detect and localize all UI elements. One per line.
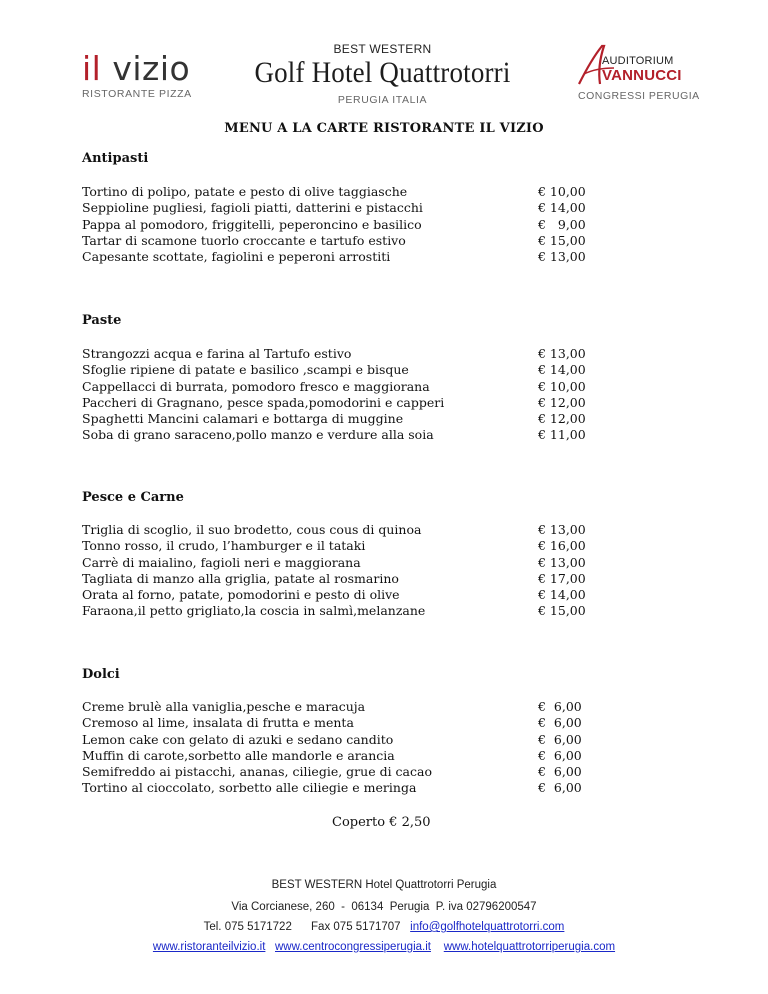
menu-item xyxy=(82,571,602,587)
dish-name: Triglia di scoglio, il suo brodetto, cous cous di quinoa xyxy=(82,522,422,537)
dish-name: Muffin di carote,sorbetto alle mandorle e arancia xyxy=(82,747,395,763)
dish-price: € 16,00 xyxy=(538,538,586,554)
menu-item xyxy=(82,379,602,395)
coperto-charge: Coperto € 2,50 xyxy=(332,815,431,830)
menu-item xyxy=(82,217,602,233)
section-paste-items xyxy=(82,346,602,444)
menu-item xyxy=(82,427,602,443)
menu-item xyxy=(82,200,602,216)
menu-item xyxy=(82,587,602,603)
dish-name: Spaghetti Mancini calamari e bottarga di muggine xyxy=(82,411,404,427)
dish-price: € 6,00 xyxy=(538,715,582,731)
dish-price: € 15,00 xyxy=(538,603,586,619)
dish-name: Creme brulè alla vaniglia,pesche e maracuja xyxy=(82,699,366,714)
dish-price: € 14,00 xyxy=(538,200,586,216)
dish-name: Cappellacci di burrata, pomodoro fresco e maggiorana xyxy=(82,378,430,394)
dish-price: € 13,00 xyxy=(538,554,586,570)
footer-tel: Tel. 075 5171722 xyxy=(203,921,292,933)
dish-price: € 11,00 xyxy=(538,427,586,443)
dish-price: € 6,00 xyxy=(538,780,582,796)
menu-item xyxy=(82,603,602,619)
dish-price: € 6,00 xyxy=(538,764,582,780)
dish-name: Tartar di scamone tuorlo croccante e tartufo estivo xyxy=(82,232,406,248)
menu-item xyxy=(82,764,602,780)
menu-item xyxy=(82,538,602,554)
menu-item xyxy=(82,699,602,715)
menu-item xyxy=(82,555,602,571)
dish-name: Capesante scottate, fagiolini e peperoni arrostiti xyxy=(82,249,391,265)
menu-item xyxy=(82,732,602,748)
dish-price: € 15,00 xyxy=(538,232,586,248)
section-title-pesce-e-carne: Pesce e Carne xyxy=(82,490,184,505)
il-vizio-subtitle: RISTORANTE PIZZA xyxy=(82,88,192,100)
dish-name: Seppioline pugliesi, fagioli piatti, datterini e pistacchi xyxy=(82,200,423,216)
dish-name: Paccheri di Gragnano, pesce spada,pomodorini e capperi xyxy=(82,394,445,410)
dish-name: Orata al forno, patate, pomodorini e pesto di olive xyxy=(82,587,400,603)
menu-item xyxy=(82,522,602,538)
dish-name: Soba di grano saraceno,pollo manzo e verdure alla soia xyxy=(82,427,434,443)
dish-name: Pappa al pomodoro, friggitelli, peperoncino e basilico xyxy=(82,216,422,232)
dish-price: € 14,00 xyxy=(538,587,586,603)
section-title-dolci: Dolci xyxy=(82,667,120,682)
dish-price: € 13,00 xyxy=(538,249,586,265)
section-pesce-e-carne-items xyxy=(82,522,602,620)
dish-name: Faraona,il petto grigliato,la coscia in salmì,melanzane xyxy=(82,603,426,619)
section-title-paste: Paste xyxy=(82,313,122,328)
footer-email-link[interactable]: info@golfhotelquattrotorri.com xyxy=(410,921,565,933)
dish-price: € 17,00 xyxy=(538,570,586,586)
menu-item xyxy=(82,411,602,427)
dish-name: Carrè di maialino, fagioli neri e maggiorana xyxy=(82,554,361,570)
dish-price: € 6,00 xyxy=(538,747,582,763)
menu-item xyxy=(82,184,602,200)
menu-item xyxy=(82,346,602,362)
footer-site-hotel-link[interactable]: www.hotelquattrotorriperugia.com xyxy=(443,941,616,953)
dish-price: € 10,00 xyxy=(538,378,586,394)
footer-site-ristorante-link[interactable]: www.ristoranteilvizio.it xyxy=(152,941,266,953)
footer-contacts xyxy=(0,921,768,933)
dish-price: € 10,00 xyxy=(538,184,586,199)
dish-price: € 13,00 xyxy=(538,522,586,537)
footer-address: Via Corcianese, 260 - 06134 Perugia P. iva 02796200547 xyxy=(231,901,537,913)
dish-name: Cremoso al lime, insalata di frutta e menta xyxy=(82,715,354,731)
footer-site-congressi-link[interactable]: www.centrocongressiperugia.it xyxy=(275,941,431,953)
menu-item xyxy=(82,715,602,731)
footer-fax: Fax 075 5171707 xyxy=(311,921,401,933)
dish-name: Semifreddo ai pistacchi, ananas, ciliegie, grue di cacao xyxy=(82,764,432,780)
hotel-location: PERUGIA ITALIA xyxy=(337,94,428,106)
hotel-name: Golf Hotel Quattrotorri xyxy=(254,56,511,89)
il-vizio-wordmark xyxy=(82,49,202,88)
il-vizio-wordmark-prefix: il xyxy=(82,49,102,88)
menu-item xyxy=(82,233,602,249)
menu-item xyxy=(82,362,602,378)
menu-item xyxy=(82,249,602,265)
auditorium-line1: AUDITORIUM xyxy=(602,55,674,67)
dish-price: € 6,00 xyxy=(538,699,582,714)
menu-item xyxy=(82,748,602,764)
dish-price: € 6,00 xyxy=(538,731,582,747)
best-western-label: BEST WESTERN xyxy=(333,42,432,56)
dish-name: Strangozzi acqua e farina al Tartufo estivo xyxy=(82,346,352,361)
section-dolci-items xyxy=(82,699,602,797)
dish-name: Tortino di polipo, patate e pesto di olive taggiasche xyxy=(82,184,408,199)
best-western-logo xyxy=(230,42,535,106)
section-title-antipasti: Antipasti xyxy=(82,151,149,166)
menu-item xyxy=(82,395,602,411)
menu-item xyxy=(82,780,602,796)
footer-hotel-name: BEST WESTERN Hotel Quattrotorri Perugia xyxy=(271,879,497,891)
dish-name: Tortino al cioccolato, sorbetto alle ciliegie e meringa xyxy=(82,780,417,796)
il-vizio-wordmark-suffix: vizio xyxy=(101,49,191,88)
il-vizio-logo xyxy=(82,49,202,100)
dish-price: € 12,00 xyxy=(538,411,586,427)
dish-name: Lemon cake con gelato di azuki e sedano candito xyxy=(82,731,394,747)
auditorium-line2: VANNUCCI xyxy=(602,67,682,84)
auditorium-subtitle: CONGRESSI PERUGIA xyxy=(578,90,700,102)
footer-websites xyxy=(0,941,768,953)
dish-price: € 9,00 xyxy=(538,216,586,232)
menu-title: MENU A LA CARTE RISTORANTE IL VIZIO xyxy=(224,121,544,136)
dish-price: € 13,00 xyxy=(538,346,586,361)
section-antipasti-items xyxy=(82,184,602,265)
dish-name: Sfoglie ripiene di patate e basilico ,scampi e bisque xyxy=(82,362,409,378)
dish-name: Tagliata di manzo alla griglia, patate al rosmarino xyxy=(82,570,399,586)
dish-price: € 12,00 xyxy=(538,394,586,410)
dish-price: € 14,00 xyxy=(538,362,586,378)
dish-name: Tonno rosso, il crudo, l’hamburger e il tataki xyxy=(82,538,366,554)
